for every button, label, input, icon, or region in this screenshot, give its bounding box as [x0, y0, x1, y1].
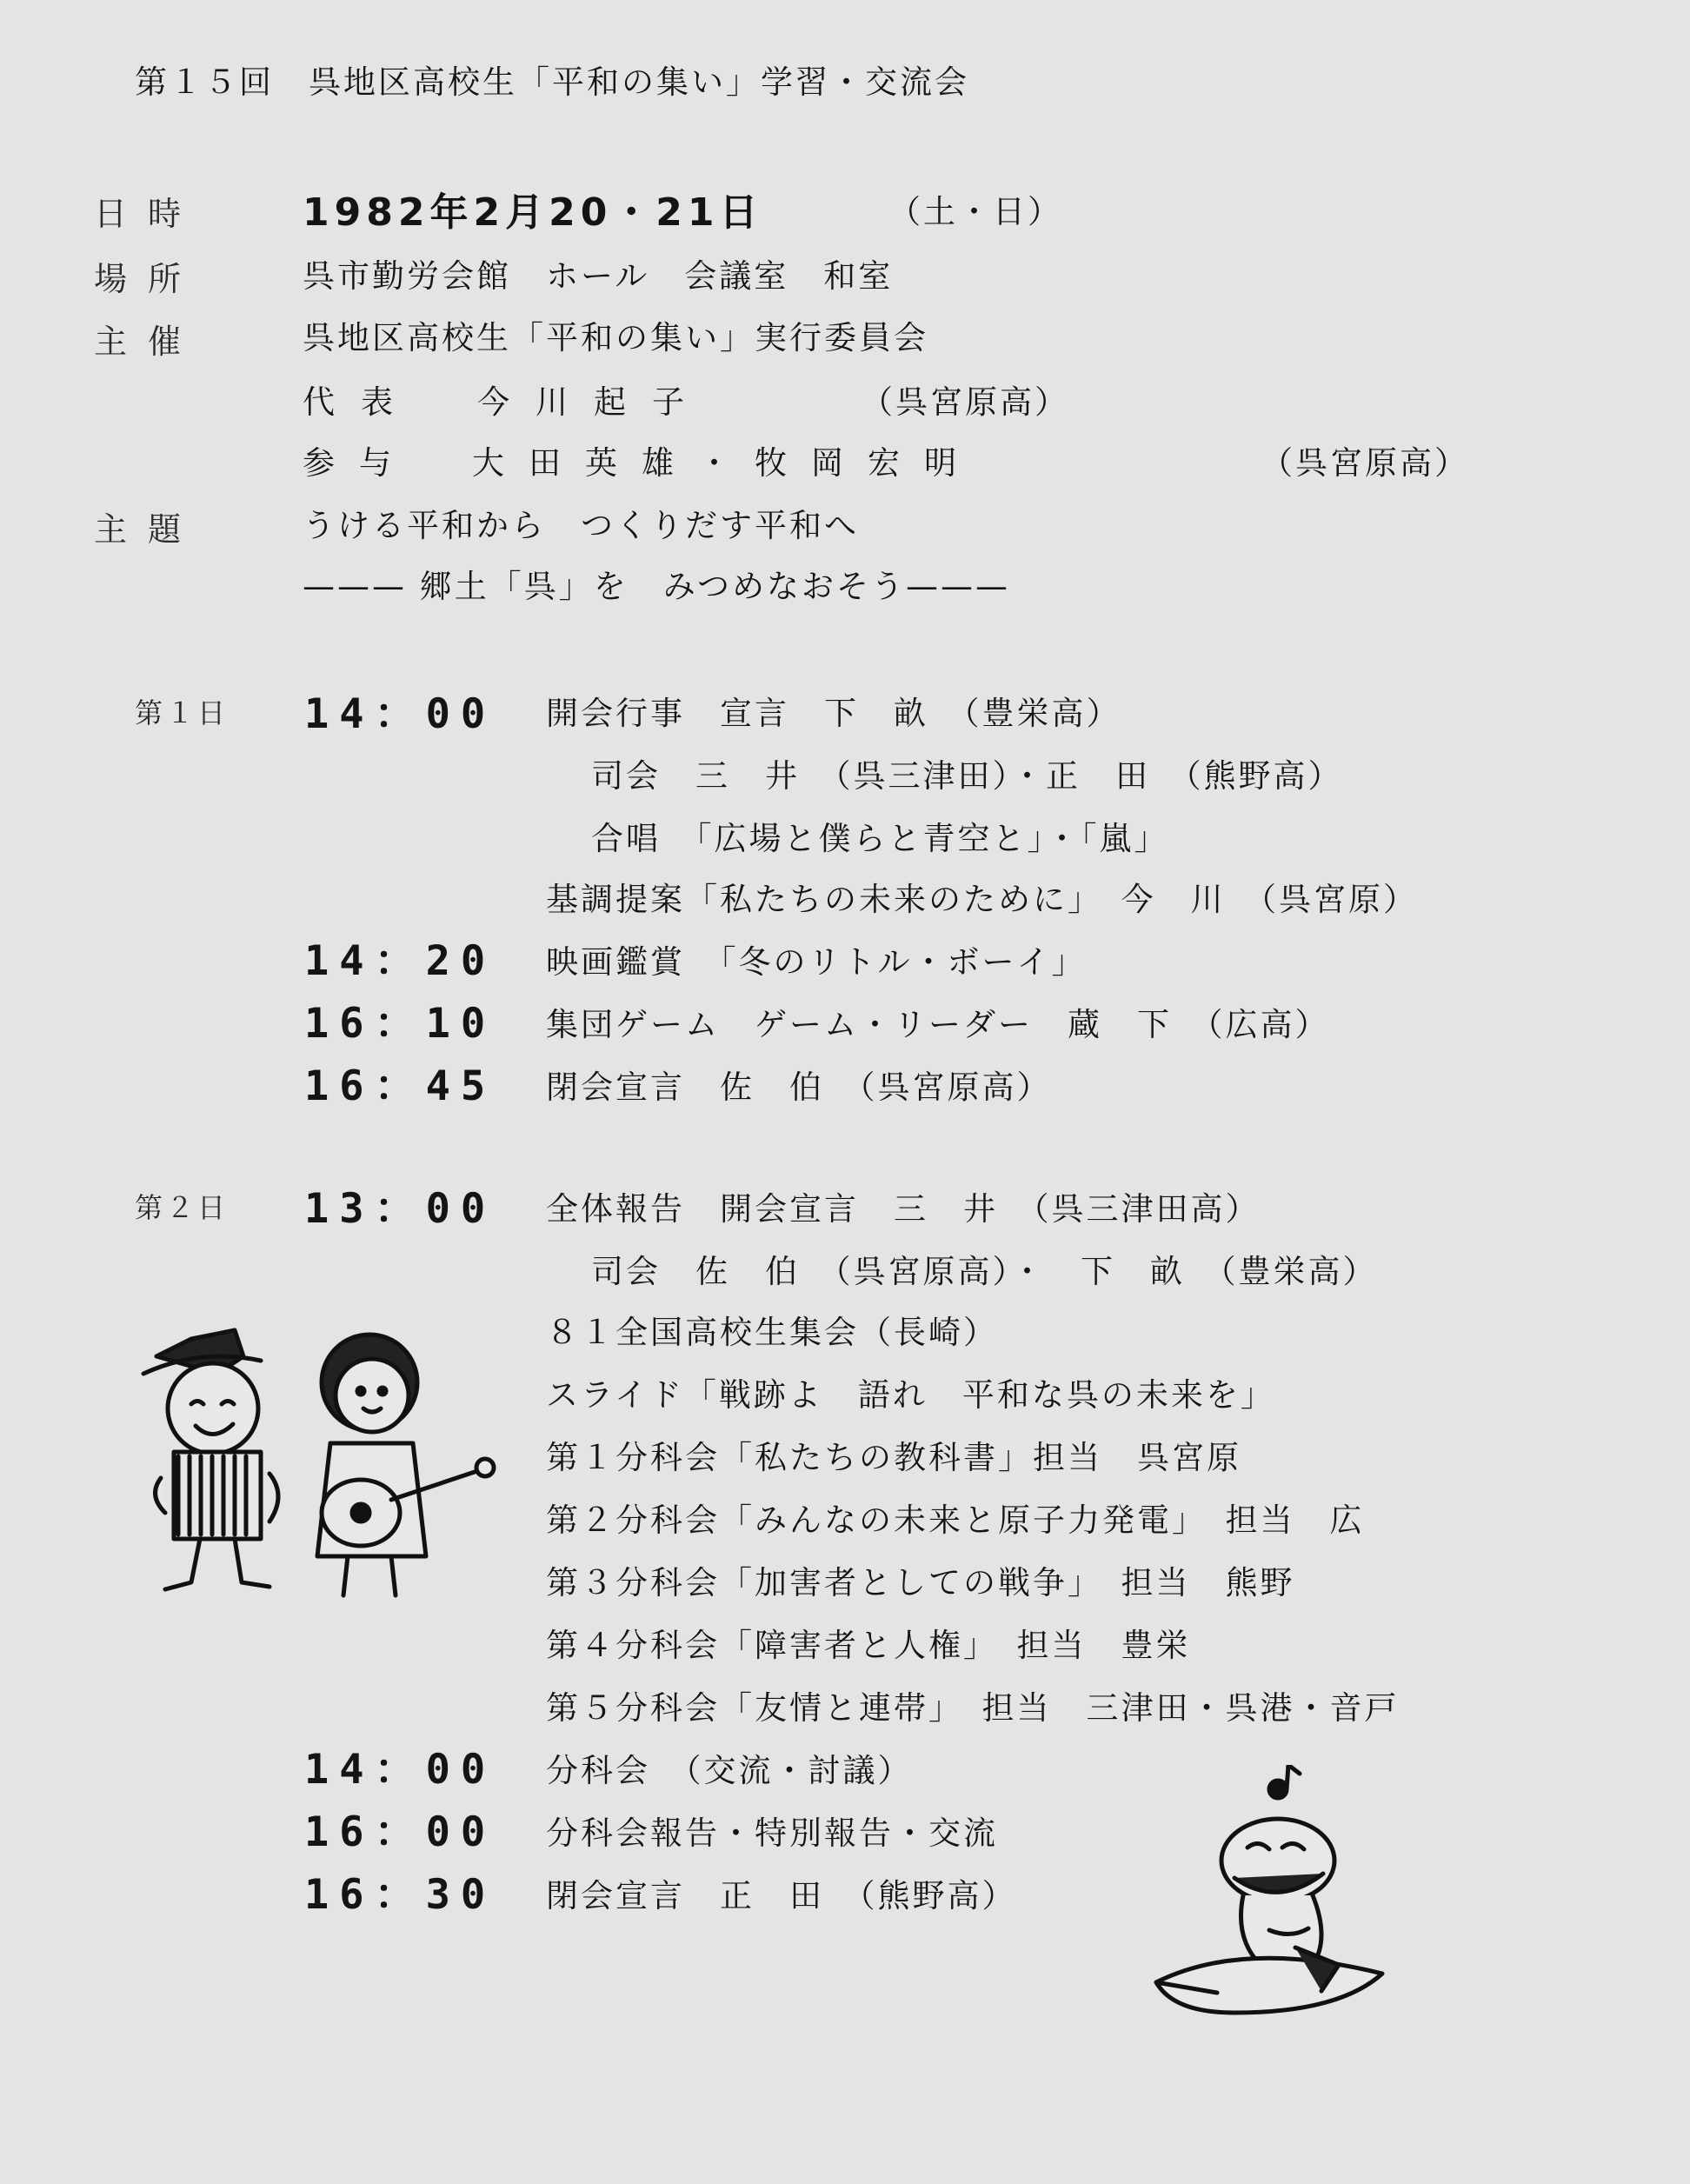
organizer-value: 呉地区高校生「平和の集い」実行委員会: [303, 319, 928, 356]
day2-item-10: 分科会 （交流・討議）: [546, 1752, 913, 1789]
day2-item-4: スライド「戦跡よ 語れ 平和な呉の未来を」: [546, 1376, 1275, 1414]
date-days: （土・日）: [888, 193, 1062, 230]
representative: 代表 今川起子: [303, 383, 710, 421]
place-value: 呉市勤労会館 ホール 会議室 和室: [303, 257, 894, 295]
place-label: 場所: [94, 260, 203, 298]
day1-item-4: 基調提案「私たちの未来のために」 今 川 （呉宮原）: [546, 881, 1418, 918]
theme-subtitle: ——— 郷土「呉」を みつめなおそう———: [303, 568, 1011, 605]
day2-item-1: 全体報告 開会宣言 三 井 （呉三津田高）: [546, 1190, 1261, 1228]
date-value: 1982年2月20・21日: [303, 190, 763, 235]
theme-value: うける平和から つくりだす平和へ: [303, 507, 859, 544]
day1-item-7: 閉会宣言 佐 伯 （呉宮原高）: [546, 1069, 1052, 1106]
day1-item-5: 映画鑑賞 「冬のリトル・ボーイ」: [546, 943, 1087, 981]
day2-item-9: 第５分科会「友情と連帯」 担当 三津田・呉港・音戸: [546, 1689, 1400, 1727]
day2-label: 第２日: [135, 1191, 230, 1224]
day1-time-5: 14：20: [304, 937, 496, 985]
day2-time-10: 14：00: [304, 1746, 496, 1794]
day2-item-11: 分科会報告・特別報告・交流: [546, 1814, 998, 1852]
day2-item-2: 司会 佐 伯 （呉宮原高）・ 下 畝 （豊栄高）: [591, 1253, 1378, 1290]
day1-time-1: 14：00: [304, 690, 496, 738]
day2-time-12: 16：30: [304, 1871, 496, 1919]
day1-time-6: 16：10: [304, 1000, 496, 1048]
day1-item-2: 司会 三 井 （呉三津田）・正 田 （熊野高）: [591, 757, 1343, 795]
organizer-label: 主催: [94, 323, 203, 361]
day2-time-11: 16：00: [304, 1808, 496, 1856]
day2-item-8: 第４分科会「障害者と人権」 担当 豊栄: [546, 1627, 1191, 1664]
advisor-school: （呉宮原高）: [1261, 444, 1469, 482]
day2-time-1: 13：00: [304, 1185, 496, 1233]
day1-item-3: 合唱 「広場と僕らと青空と」・「嵐」: [591, 820, 1169, 857]
day1-item-6: 集団ゲーム ゲーム・リーダー 蔵 下 （広高）: [546, 1006, 1330, 1043]
day2-item-7: 第３分科会「加害者としての戦争」 担当 熊野: [546, 1564, 1295, 1601]
singing-frog-on-lily-pad-illustration: [1139, 1765, 1400, 2026]
day1-time-7: 16：45: [304, 1062, 496, 1110]
day1-item-1: 開会行事 宣言 下 畝 （豊栄高）: [546, 695, 1121, 732]
day2-item-5: 第１分科会「私たちの教科書」担当 呉宮原: [546, 1439, 1241, 1476]
day2-item-6: 第２分科会「みんなの未来と原子力発電」 担当 広: [546, 1502, 1365, 1539]
day2-item-3: ８１全国高校生集会（長崎）: [546, 1314, 998, 1351]
advisor: 参与 大田英雄・牧岡宏明: [303, 444, 981, 482]
accordion-and-guitar-children-illustration: [139, 1322, 504, 1608]
date-label: 日時: [94, 195, 203, 233]
representative-school: （呉宮原高）: [861, 383, 1069, 421]
day1-label: 第１日: [135, 696, 230, 729]
document-title: 第１５回 呉地区高校生「平和の集い」学習・交流会: [135, 63, 969, 101]
theme-label: 主題: [94, 510, 203, 549]
day2-item-12: 閉会宣言 正 田 （熊野高）: [546, 1877, 1017, 1914]
